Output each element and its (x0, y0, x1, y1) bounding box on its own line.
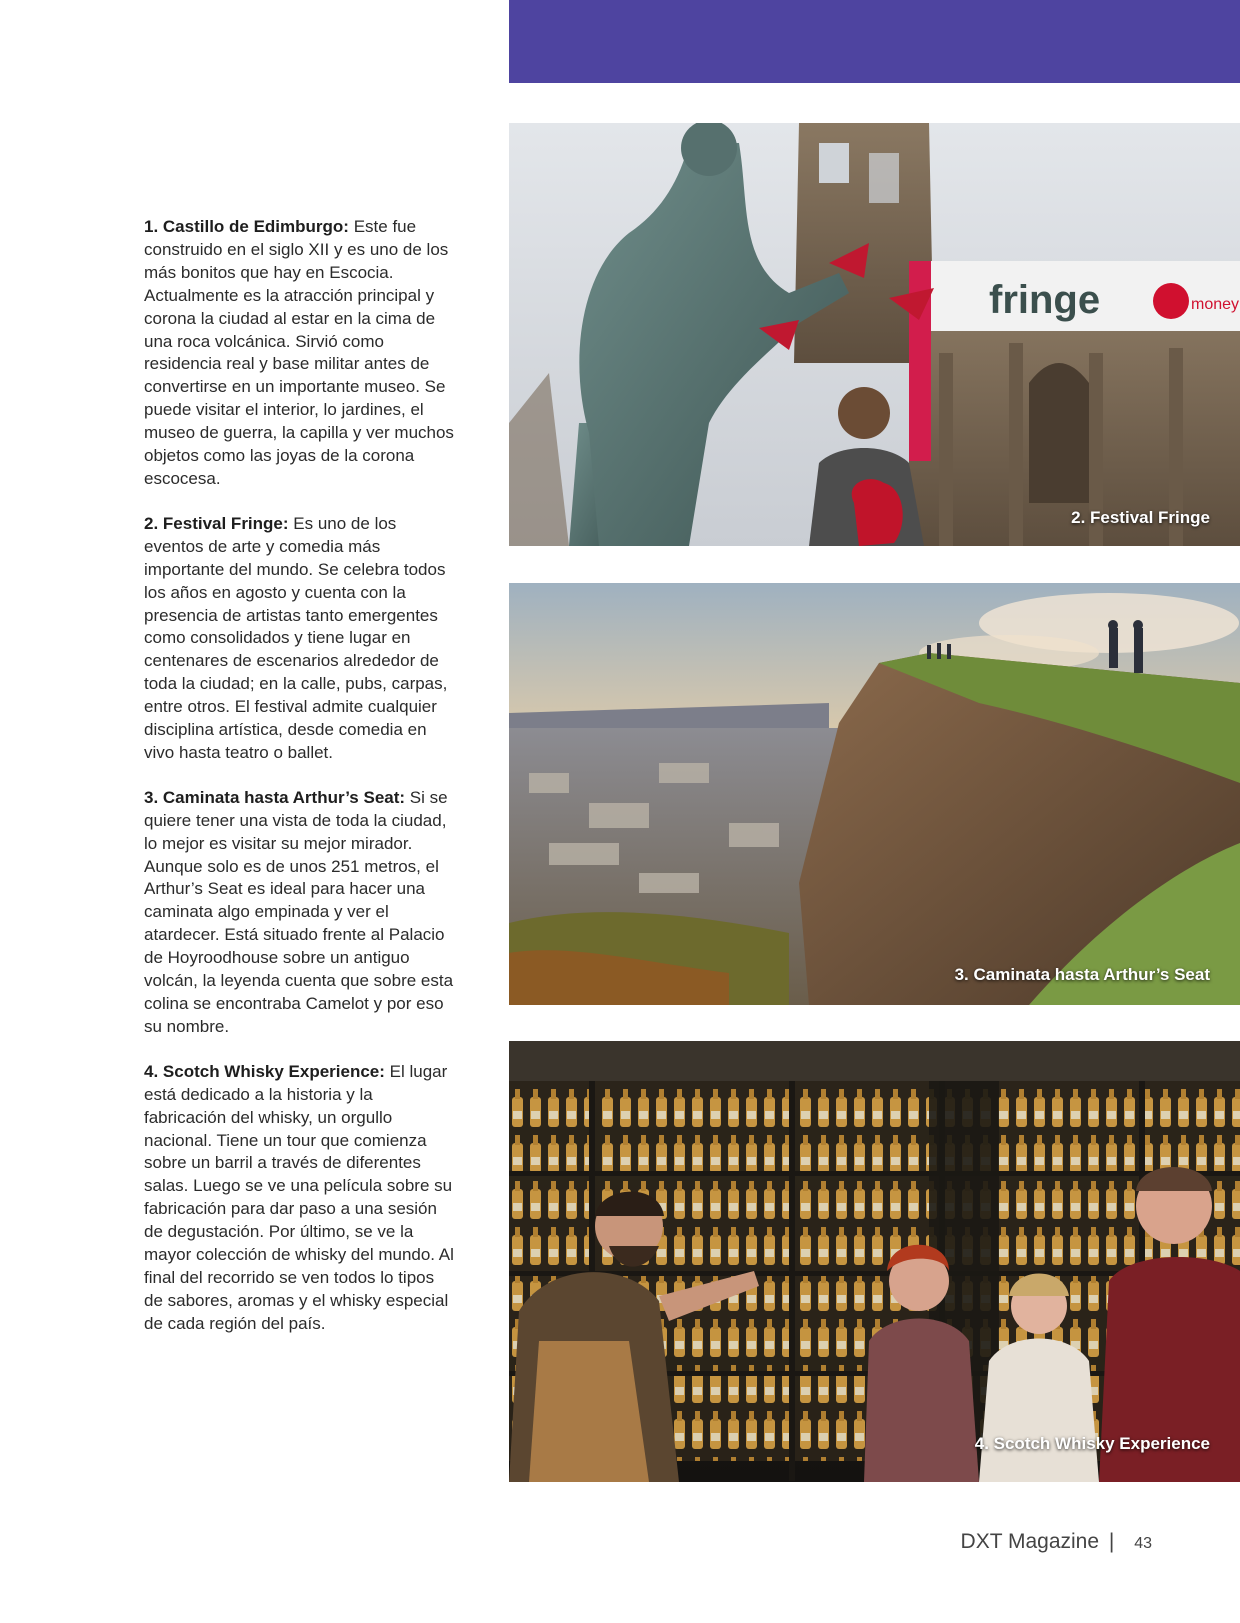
photo-festival-fringe (509, 123, 1240, 546)
photo-caption: 4. Scotch Whisky Experience (974, 1434, 1210, 1453)
top-accent-bar (509, 0, 1240, 83)
section-fringe (144, 513, 454, 765)
section-heading: 2. Festival Fringe: (144, 513, 289, 533)
section-arthur (144, 787, 454, 1039)
magazine-name: DXT Magazine (960, 1530, 1100, 1553)
fringe-illustration (509, 123, 1240, 546)
section-heading: 1. Castillo de Edimburgo: (144, 217, 349, 236)
article-text (144, 216, 454, 1358)
whisky-illustration (509, 1041, 1240, 1482)
section-heading: 3. Caminata hasta Arthur’s Seat: (144, 787, 406, 807)
page-footer (961, 1530, 1152, 1554)
section-body: El lugar está dedicado a la historia y la fabricación del whisky, un orgullo nacional. Tiene un tour que comienza sobre un barril a través de diferentes salas. Luego se ve una película sobre su fabricación para dar paso a una sesión de degustación. Por último, se ve la mayor colección de whisky del mundo. Al final del recorrido se ven todos lo tipos de sabores, aromas y el whisky especial de cada región del país. (144, 1061, 454, 1333)
photo-caption: 3. Caminata hasta Arthur’s Seat (954, 965, 1210, 984)
fringe-banner-sponsor: money (1191, 296, 1240, 313)
section-castillo (144, 216, 454, 491)
section-body: Si se quiere tener una vista de toda la ciudad, lo mejor es visitar su mejor mirador. Aunque solo es de unos 251 metros, el Arthur’s Seat es ideal para hacer una caminata algo empinada y ver el atardecer. Está situado frente al Palacio de Hoyroodhouse sobre un antiguo volcán, la leyenda cuenta que sobre esta colina se encontraba Camelot y por eso su nombre. (144, 787, 454, 1036)
footer-separator: | (1108, 1530, 1115, 1553)
section-body: Este fue construido en el siglo XII y es uno de los más bonitos que hay en Escocia. Actualmente es la atracción principal y corona la ciudad al estar en la cima de una roca volcánica. Sirvió como residencia real y base militar antes de convertirse en un importante museo. Se puede visitar el interior, lo jardines, el museo de guerra, la capilla y ver muchos objetos como las joyas de la corona escocesa. (144, 217, 454, 488)
page-number: 43 (1134, 1535, 1152, 1552)
fringe-banner-text: fringe (989, 278, 1101, 322)
photo-caption: 2. Festival Fringe (1071, 508, 1210, 527)
photo-arthurs-seat (509, 583, 1240, 1005)
section-heading: 4. Scotch Whisky Experience: (144, 1061, 385, 1081)
section-whisky (144, 1061, 454, 1336)
arthurs-seat-illustration (509, 583, 1240, 1005)
section-body: Es uno de los eventos de arte y comedia más importante del mundo. Se celebra todos los años en agosto y cuenta con la presencia de artistas tanto emergentes como consolidados y tiene lugar en centenares de escenarios alrededor de toda la ciudad; en la calle, pubs, carpas, entre otros. El festival admite cualquier disciplina artística, desde comedia en vivo hasta teatro o ballet. (144, 513, 448, 762)
photo-scotch-whisky (509, 1041, 1240, 1482)
